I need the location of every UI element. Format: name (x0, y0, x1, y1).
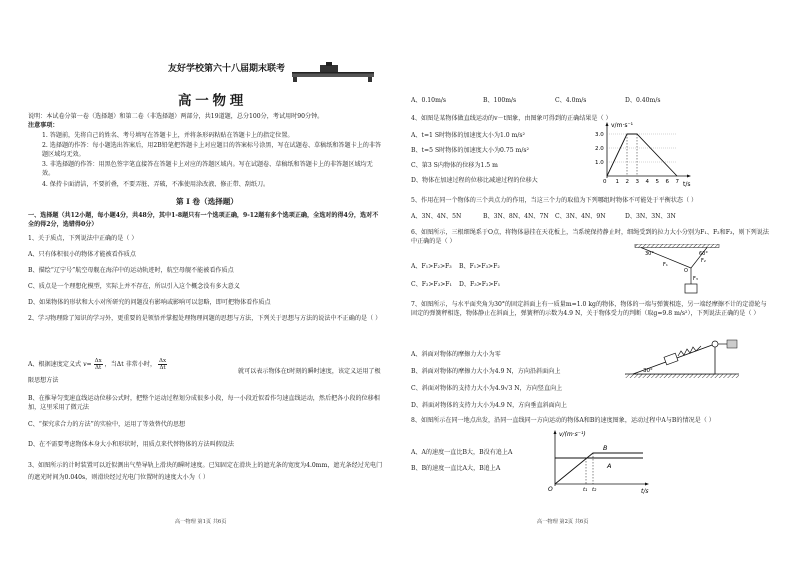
q8-origin: O (548, 486, 553, 493)
q8-y-arrow (554, 430, 557, 434)
q4-vt-graph (595, 120, 695, 190)
q2-fraction-1-num: Δx (94, 358, 102, 364)
q7-angle: 30° (643, 368, 653, 374)
q6-rope-figure (633, 244, 723, 296)
q7-option-b: B、斜面对物体的摩擦力大小为4.9 N，方向沿斜面向上 (411, 368, 561, 375)
section-intro: 一、选择题（共12小题，每小题4分，共48分，其中1-8题只有一个选项正确，9-12题有多个选项正确，全选对的得4分，选对不全的得2分，选错得0分） (28, 212, 379, 229)
q6-angle-1: 30° (645, 251, 654, 257)
section-title: 第 I 卷（选择题） (176, 197, 238, 206)
q4-y-arrow (606, 122, 609, 126)
notice-item-3: 3. 非选择题的作答：用黑色签字笔直接答在答题卡上对应的答题区域内。写在试题卷、草稿纸和答题卡上的非答题区域均无效。 (42, 161, 373, 178)
exam-page-2 (397, 0, 794, 561)
q4-x-tick-label: 7 (675, 179, 679, 185)
notice-item-1: 1. 答题前，先将自己的姓名、考号填写在答题卡上，并将条形码粘贴在答题卡上的指定位置。 (42, 132, 294, 139)
q3-option-c: C、4.0m/s (555, 97, 587, 104)
q2-fraction-2-den: Δt (159, 365, 166, 371)
q6-label-o: O (684, 268, 688, 274)
q4-origin: 0 (603, 179, 607, 185)
q4-x-tick-label: 4 (645, 179, 649, 185)
notice-item-4: 4. 保持卡面清洁，不要折叠，不要弄脏、弄破，不准使用涂改液、修正带、刮纸刀。 (42, 181, 270, 188)
q4-stem: 4、如图是某物体做直线运动的v－t图象，由图象可得到的正确结果是（ ） (411, 115, 612, 122)
notice-item-2: 2. 选择题的作答：每小题选出答案后，用2B铅笔把答题卡上对应题目的答案标号涂黑，写在试题卷、草稿纸和答题卡上的非答题区域均无效。 (42, 142, 382, 159)
q1-option-a: A、只有体积很小的物体才能被看作质点 (28, 251, 136, 258)
q8-y-label: v/(m·s⁻¹) (559, 431, 586, 438)
q4-x-tick-label: 5 (655, 179, 659, 185)
q4-y-tick-label: 3.0 (595, 132, 604, 138)
q7-ground (625, 374, 739, 378)
q8-x-arrow (645, 483, 649, 486)
q8-label-t2: t₂ (592, 487, 597, 493)
q5-option-a: A、3N、4N、5N (411, 213, 462, 220)
q2-option-a-prefix: A、根据速度定义式 (28, 361, 82, 368)
q4-x-tick-label: 2 (625, 179, 629, 185)
q6-angle-2: 60° (699, 251, 708, 257)
q4-x-label: t/s (683, 181, 691, 188)
page-1-footer: 高一物理 第1页 共6页 (175, 519, 227, 525)
q1-option-b: B、描绘“辽宁号”航空母舰在海洋中的运动轨迹时，航空母舰不能被看作质点 (28, 267, 234, 274)
q7-option-d: D、斜面对物体的支持力大小为4.9 N，方向垂直斜面向上 (411, 402, 567, 409)
q4-x-tick-label: 1 (615, 179, 619, 185)
q7-option-c: C、斜面对物体的支持力大小为4.9√3 N，方向竖直向上 (411, 385, 563, 392)
q4-x-arrow (687, 175, 691, 178)
q4-y-tick-label: 1.0 (595, 160, 604, 166)
q4-option-a: A、t=1 S时物体的加速度大小为1.0 m/s² (411, 132, 526, 139)
q2-option-b: B、在推导匀变速直线运动位移公式时，把整个运动过程划分成很多小段，每一小段近似看作匀速直线运动，然后把各小段的位移相加，这里采用了微元法 (28, 395, 380, 412)
q6-label-f3: F₃ (693, 276, 698, 282)
q8-label-a: A (607, 462, 612, 470)
q6-option-b: B、F₁>F₃>F₂ (459, 263, 500, 270)
q5-stem: 5、作用在同一个物体的三个共点力的作用，当这三个力的取值为下列哪组时物体不可能处于平衡状态（ ） (411, 197, 698, 204)
q4-x-tick-label: 6 (665, 179, 669, 185)
q6-option-c: C、F₂>F₃>F₁ (411, 281, 452, 288)
q8-x-label: t/s (641, 488, 649, 494)
q8-option-a: A、A的速度一直比B大，B没有追上A (411, 449, 513, 456)
q3-option-a: A、0.10m/s (411, 97, 447, 104)
q8-label-t1: t₁ (583, 487, 588, 493)
q2-velocity-symbol: v (83, 361, 87, 368)
q1-stem: 1、关于质点，下列说法中正确的是（ ） (28, 235, 138, 242)
q4-velocity-line (607, 134, 677, 176)
q2-option-d: D、在不需要考虑物体本身大小和形状时，用质点来代替物体的方法叫假设法 (28, 441, 234, 448)
q3-option-d: D、0.40m/s (625, 97, 661, 104)
q6-label-f1: F₁ (663, 262, 668, 268)
q8-option-b: B、B的速度一直比A大，B追上A (411, 465, 501, 472)
q1-option-c: C、质点是一个理想化模型，实际上并不存在，所以引入这个概念没有多大意义 (28, 283, 240, 290)
q8-vt-graph (545, 428, 655, 494)
q2-option-a-cont (28, 367, 383, 386)
q8-stem: 8、如图所示在同一地点出发，沿同一直线同一方向运动的物体A和B的速度图象，运动过程中A与B的情况是（ ） (411, 417, 715, 424)
q6-hanging-block (685, 284, 697, 293)
q7-incline-figure (623, 338, 741, 382)
q5-option-c: C、3N、4N、9N (555, 213, 606, 220)
school-title: 友好学校第六十八届期末联考 (168, 63, 286, 73)
air-track-illustration (290, 62, 378, 84)
q6-label-f2: F₂ (701, 258, 706, 264)
notice-title: 注意事项： (28, 122, 59, 129)
q4-y-label: v/m·s⁻¹ (611, 122, 634, 129)
q3-stem: 3、如图所示的计时装置可以近似测出气垫导轨上滑块的瞬时速度。已知固定在滑块上的遮光条的宽度为4.0mm，遮光条经过光电门的遮光时间为0.040s，则滑块经过光电门位置时的速度大小为（ ） (28, 462, 383, 481)
q6-ceiling (635, 244, 719, 248)
q2-stem: 2、学习物理除了知识的学习外，更重要的是领悟并掌握处理物理问题的思想与方法，下列关于思想与方法的说法中不正确的是（ ） (28, 315, 382, 322)
q6-option-d: D、F₃>F₂>F₁ (459, 281, 501, 288)
q6-stem: 6、如图所示，三根细绳系于O点，将物体悬挂在天花板上，当系统保持静止时，细绳受到的拉力大小分别为F₁、F₂和F₃，则下列说法中正确的是（ ） (411, 229, 769, 246)
q2-equals: = (86, 361, 92, 368)
q7-pulley (712, 341, 718, 347)
q4-y-tick-label: 2.0 (595, 146, 604, 152)
subject-title: 高 一 物 理 (178, 93, 244, 108)
q4-x-tick-label: 3 (635, 179, 639, 185)
instructions-line: 说明：本试卷分第一卷（选择题）和第二卷（非选择题）两部分，共19道题，总分100分，考试用时90分钟。 (28, 113, 324, 120)
q2-option-a-mid: ，当Δt 非常小时， (104, 361, 157, 368)
q8-label-b: B (603, 444, 608, 452)
q2-fraction-2-num: Δx (159, 358, 167, 364)
q7-spring-scale (727, 340, 737, 348)
q4-option-c: C、第3 S内物体的位移为1.5 m (411, 162, 498, 169)
page-2-footer: 高一物理 第2页 共6页 (537, 519, 589, 525)
q5-option-d: D、3N、3N、3N (625, 213, 676, 220)
q3-option-b: B、100m/s (483, 97, 517, 104)
q2-fraction-1-den: Δt (95, 365, 102, 371)
q6-option-a: A、F₁>F₂>F₃ (411, 263, 452, 270)
q4-option-b: B、t=5 S时物体的加速度大小为0.75 m/s² (411, 147, 529, 154)
q5-option-b: B、3N、8N、4N、7N (483, 213, 549, 220)
q1-option-d: D、如果物体的形状和大小对所研究的问题没有影响或影响可以忽略，即可把物体看作质点 (28, 299, 271, 306)
q2-option-c: C、“探究求合力的方法”的实验中，运用了等效替代的思想 (28, 421, 186, 428)
q4-option-d: D、物体在加速过程的位移比减速过程的位移大 (411, 177, 538, 184)
q7-stem: 7、如图所示，与水平面夹角为30°的固定斜面上有一质量m=1.0 kg的物体，物体的一端与弹簧相连，另一端经摩擦不计的定滑轮与固定的弹簧秤相连，物体静止在斜面上，弹簧秤的示数为4.9 N，关于物体受力的判断（取g=9.8 m/s²），下列说法正确的是（ ） (411, 301, 767, 318)
q7-option-a: A、斜面对物体的摩擦力大小为零 (411, 351, 501, 358)
q2-option-a-suffix: 就可以表示物体在t时刻的瞬时速度，该定义运用了极限思想方法 (28, 368, 381, 385)
